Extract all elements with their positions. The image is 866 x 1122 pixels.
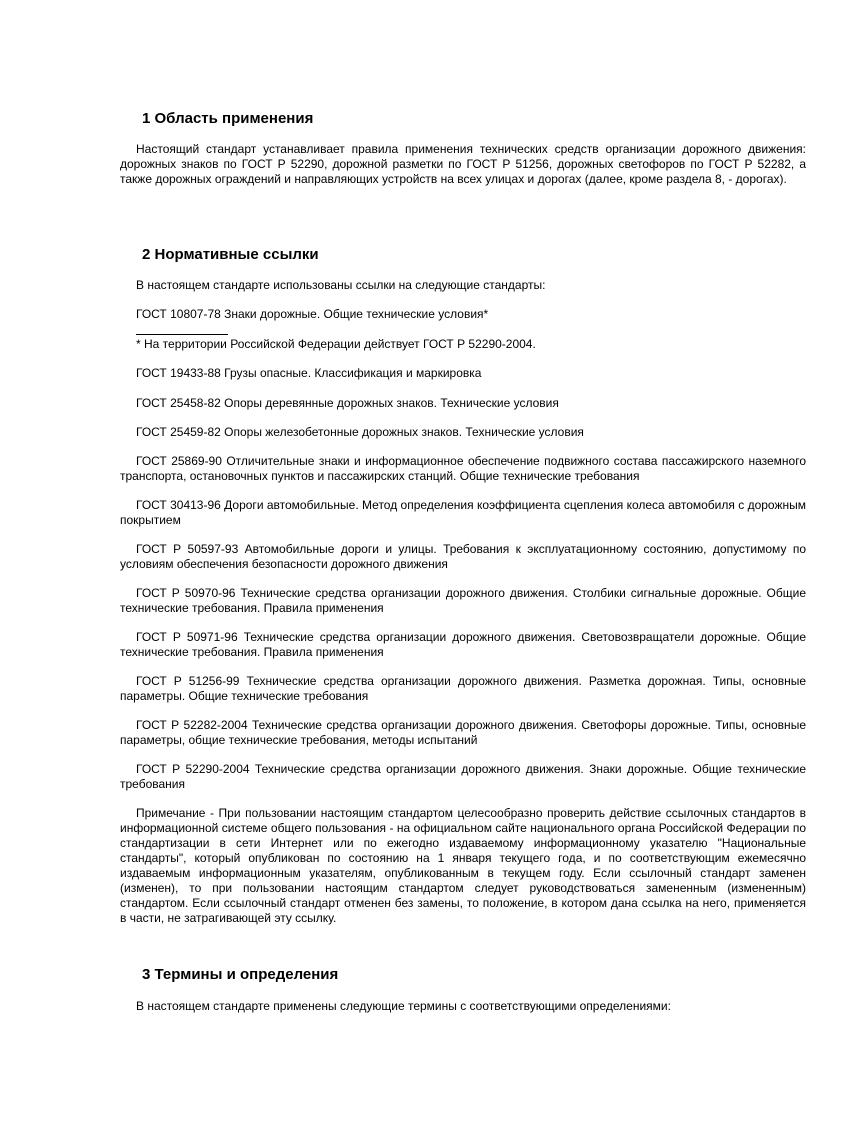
reference-item: ГОСТ Р 52282-2004 Технические средства организации дорожного движения. Светофоры дорожные. Типы, основные параметры, общие технические требования, методы испытаний [120,718,806,747]
reference-item: ГОСТ 19433-88 Грузы опасные. Классификация и маркировка [136,366,482,380]
reference-item: ГОСТ 10807-78 Знаки дорожные. Общие технические условия* [136,307,489,321]
reference-item: ГОСТ 25459-82 Опоры железобетонные дорожных знаков. Технические условия [136,425,584,439]
reference-item: ГОСТ 25458-82 Опоры деревянные дорожных знаков. Технические условия [136,396,559,410]
reference-item: ГОСТ Р 50970-96 Технические средства организации дорожного движения. Столбики сигнальные дорожные. Общие технические требования. Правила применения [120,586,806,615]
reference-item: ГОСТ Р 51256-99 Технические средства организации дорожного движения. Разметка дорожная. Типы, основные параметры. Общие технические требования [120,674,806,703]
section-3-title: 3 Термины и определения [142,966,339,983]
reference-item: ГОСТ 25869-90 Отличительные знаки и информационное обеспечение подвижного состава пассажирского наземного транспорта, остановочных пунктов и пассажирских станций. Общие технические требования [120,454,806,483]
section-2-intro: В настоящем стандарте использованы ссылки на следующие стандарты: [136,278,546,292]
reference-item: ГОСТ Р 52290-2004 Технические средства организации дорожного движения. Знаки дорожные. Общие технические требования [120,762,806,791]
reference-item: ГОСТ 30413-96 Дороги автомобильные. Метод определения коэффициента сцепления колеса автомобиля с дорожным покрытием [120,498,806,527]
footnote-divider [136,334,228,335]
section-1-paragraph: Настоящий стандарт устанавливает правила применения технических средств организации дорожного движения: дорожных знаков по ГОСТ Р 52290, дорожной разметки по ГОСТ Р 51256, дорожных светофоров по ГОСТ Р 52282, а также дорожных ограждений и направляющих устройств на всех улицах и дорогах (далее, кроме раздела 8, - дорогах). [120,142,806,186]
note-paragraph: Примечание - При пользовании настоящим стандартом целесообразно проверить действие ссылочных стандартов в информационной системе общего пользования - на официальном сайте национального органа Российской Федерации по стандартизации в сети Интернет или по ежегодно издаваемому информационному указателю "Национальные стандарты", который опубликован по состоянию на 1 января текущего года, и по соответствующим ежемесячно издаваемым информационным указателям, опубликованным в текущем году. Если ссылочный стандарт заменен (изменен), то при пользовании настоящим стандартом следует руководствоваться замененным (измененным) стандартом. Если ссылочный стандарт отменен без замены, то положение, в котором дана ссылка на него, применяется в части, не затрагивающей эту ссылку. [120,806,806,925]
section-2-title: 2 Нормативные ссылки [142,246,319,263]
reference-item: ГОСТ Р 50971-96 Технические средства организации дорожного движения. Световозвращатели дорожные. Общие технические требования. Правила применения [120,630,806,659]
footnote-text: * На территории Российской Федерации действует ГОСТ Р 52290-2004. [136,337,536,351]
section-3-intro: В настоящем стандарте применены следующие термины с соответствующими определениями: [136,999,671,1013]
reference-item: ГОСТ Р 50597-93 Автомобильные дороги и улицы. Требования к эксплуатационному состоянию, допустимому по условиям обеспечения безопасности дорожного движения [120,542,806,571]
section-1-title: 1 Область применения [142,110,314,127]
